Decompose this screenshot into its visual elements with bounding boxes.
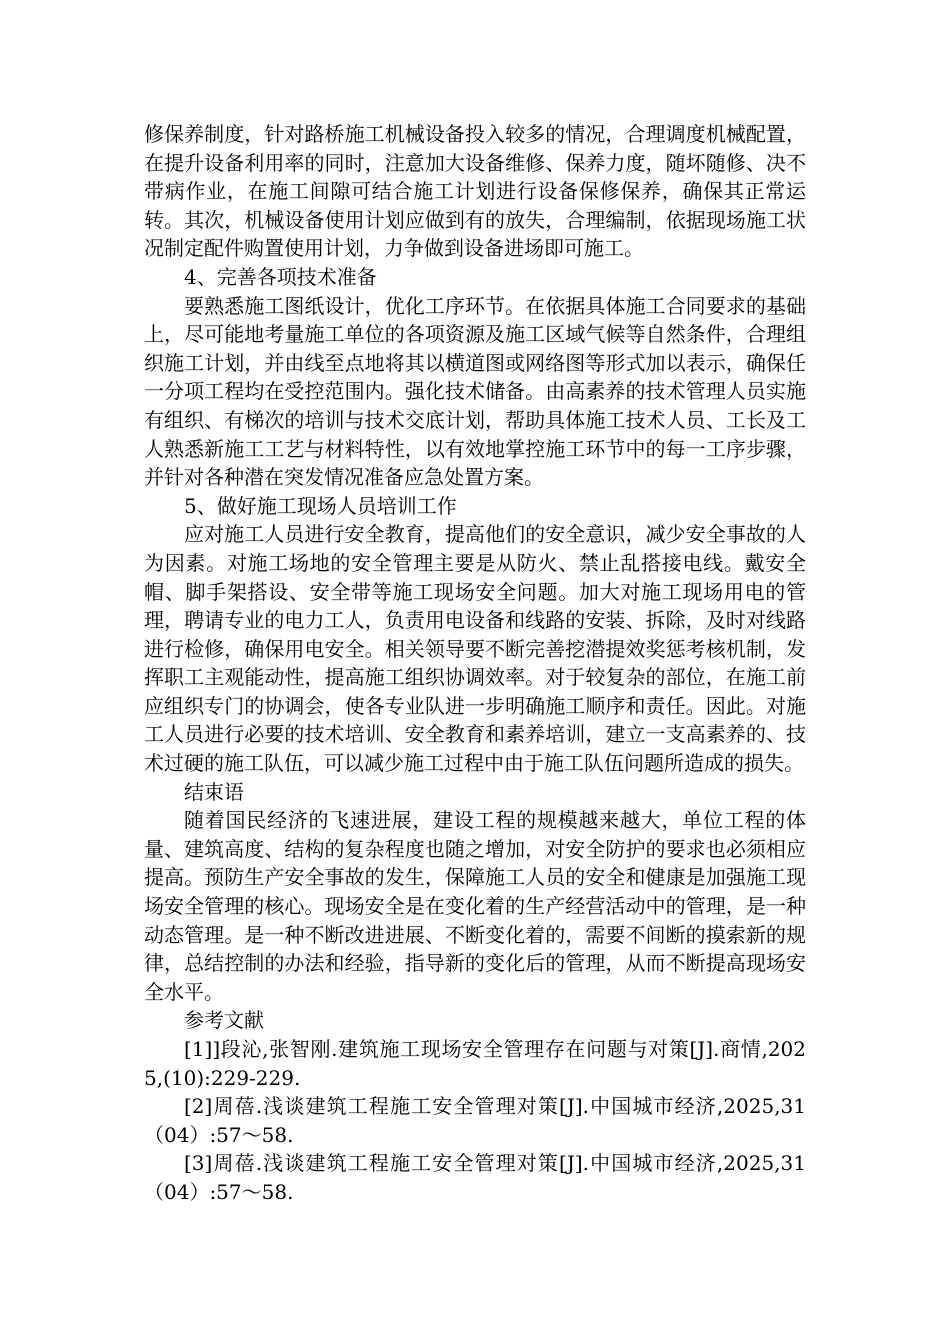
paragraph-staff-training: 应对施工人员进行安全教育，提高他们的安全意识，减少安全事故的人为因素。对施工场地的安全管理主要是从防火、禁止乱搭接电线。戴安全帽、脚手架搭设、安全带等施工现场安全问题。加大对施工现场用电的管理，聘请专业的电力工人，负责用电设备和线路的安装、拆除，及时对线路进行检修，确保用电安全。相关领导要不断完善挖潜提效奖惩考核机制，发挥职工主观能动性，提高施工组织协调效率。对于较复杂的部位，在施工前应组织专门的协调会，使各专业队进一步明确施工顺序和责任。因此。对施工人员进行必要的技术培训、安全教育和素养培训，建立一支高素养的、技术过硬的施工队伍，可以减少施工过程中由于施工队伍问题所造成的损失。 xyxy=(144,522,806,776)
reference-item-1: [1]]段沁,张智刚.建筑施工现场安全管理存在问题与对策[J].商情,2025,(10):229-229. xyxy=(144,1037,806,1090)
references-heading: 参考文献 xyxy=(184,1008,264,1033)
paragraph-conclusion: 随着国民经济的飞速进展，建设工程的规模越来越大，单位工程的体量、建筑高度、结构的复杂程度也随之增加，对安全防护的要求也必须相应提高。预防生产安全事故的发生，保障施工人员的安全和健康是加强施工现场安全管理的核心。现场安全是在变化着的生产经营活动中的管理，是一种动态管理。是一种不断改进进展、不断变化着的，需要不间断的摸索新的规律，总结控制的办法和经验，指导新的变化后的管理，从而不断提高现场安全水平。 xyxy=(144,808,806,1004)
paragraph-maintenance: 修保养制度，针对路桥施工机械设备投入较多的情况，合理调度机械配置，在提升设备利用率的同时，注意加大设备维修、保养力度，随坏随修、决不带病作业，在施工间隙可结合施工计划进行设备保修保养，确保其正常运转。其次，机械设备使用计划应做到有的放失，合理编制，依据现场施工状况制定配件购置使用计划，力争做到设备进场即可施工。 xyxy=(144,122,806,261)
section-heading-5: 5、做好施工现场人员培训工作 xyxy=(184,493,457,518)
paragraph-technical-preparation: 要熟悉施工图纸设计，优化工序环节。在依据具体施工合同要求的基础上，尽可能地考量施工单位的各项资源及施工区域气候等自然条件，合理组织施工计划，并由线至点地将其以横道图或网络图等形式加以表示，确保任一分项工程均在受控范围内。强化技术储备。由高素养的技术管理人员实施有组织、有梯次的培训与技术交底计划，帮助具体施工技术人员、工长及工人熟悉新施工工艺与材料特性，以有效地掌控施工环节中的每一工序步骤，并针对各种潜在突发情况准备应急处置方案。 xyxy=(144,293,806,490)
conclusion-heading: 结束语 xyxy=(184,779,244,804)
document-page xyxy=(144,120,806,1207)
reference-item-2: [2]周蓓.浅谈建筑工程施工安全管理对策[J].中国城市经济,2025,31（04）:57～58. xyxy=(144,1094,806,1147)
reference-item-3: [3]周蓓.浅谈建筑工程施工安全管理对策[J].中国城市经济,2025,31（04）:57～58. xyxy=(144,1151,806,1204)
section-heading-4: 4、完善各项技术准备 xyxy=(184,264,377,289)
